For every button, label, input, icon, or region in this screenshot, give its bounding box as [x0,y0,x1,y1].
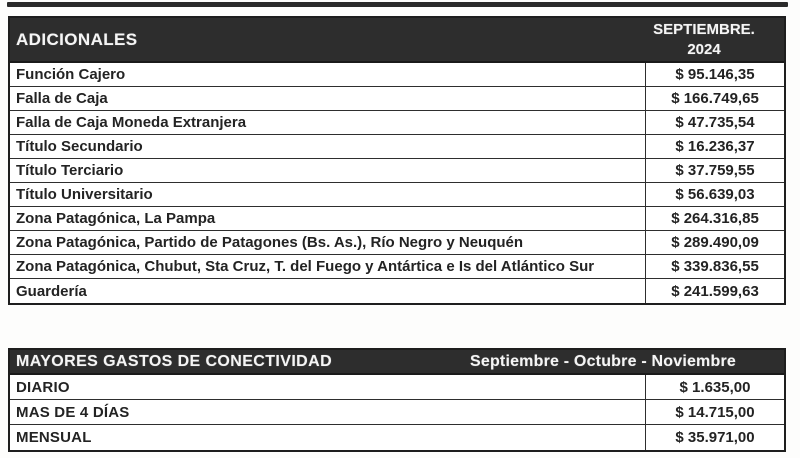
adicionales-period-month: SEPTIEMBRE. [653,20,755,38]
table-row [10,375,784,400]
row-label: Título Universitario [10,183,646,206]
row-label: Título Secundario [10,135,646,158]
row-value: $ 339.836,55 [671,258,759,275]
row-value: $ 14.715,00 [675,403,755,421]
row-label: Guardería [10,279,646,303]
row-label: DIARIO [10,375,646,399]
table-row [10,135,784,159]
row-value: $ 16.236,37 [675,138,755,155]
row-label: Título Terciario [10,159,646,182]
table-row [10,400,784,425]
row-value: $ 37.759,55 [675,162,755,179]
row-value: $ 166.749,65 [671,90,759,107]
row-value: $ 241.599,63 [671,282,759,300]
row-value: $ 264.316,85 [671,210,759,227]
row-value: $ 289.490,09 [671,234,759,251]
adicionales-period [626,18,782,61]
conectividad-period: Septiembre - Octubre - Noviembre [469,352,736,370]
conectividad-header [10,350,784,375]
top-divider-line [7,2,788,7]
row-label: Falla de Caja Moneda Extranjera [10,111,646,134]
table-row [10,111,784,135]
table-row [10,63,784,87]
row-value: $ 95.146,35 [675,66,755,83]
row-value: $ 35.971,00 [675,429,755,446]
adicionales-period-year: 2024 [687,40,721,58]
table-row [10,159,784,183]
table-row [10,425,784,450]
table-row [10,207,784,231]
row-label: Falla de Caja [10,87,646,110]
row-label: Zona Patagónica, La Pampa [10,207,646,230]
conectividad-title: MAYORES GASTOS DE CONECTIVIDAD [16,352,333,370]
adicionales-header [10,18,784,63]
row-label: MENSUAL [10,425,646,450]
table-row [10,87,784,111]
row-label: Función Cajero [10,63,646,86]
row-label: Zona Patagónica, Partido de Patagones (Bs. As.), Río Negro y Neuquén [10,231,646,254]
table-row [10,279,784,303]
row-value: $ 1.635,00 [679,378,751,396]
table-row [10,231,784,255]
adicionales-table [8,16,786,305]
row-label: Zona Patagónica, Chubut, Sta Cruz, T. del Fuego y Antártica e Is del Atlántico Sur [10,255,646,278]
table-row [10,255,784,279]
row-value: $ 47.735,54 [675,114,755,131]
table-row [10,183,784,207]
row-value: $ 56.639,03 [675,186,755,203]
adicionales-title: ADICIONALES [16,29,138,49]
row-label: MAS DE 4 DÍAS [10,400,646,424]
conectividad-table [8,348,786,452]
